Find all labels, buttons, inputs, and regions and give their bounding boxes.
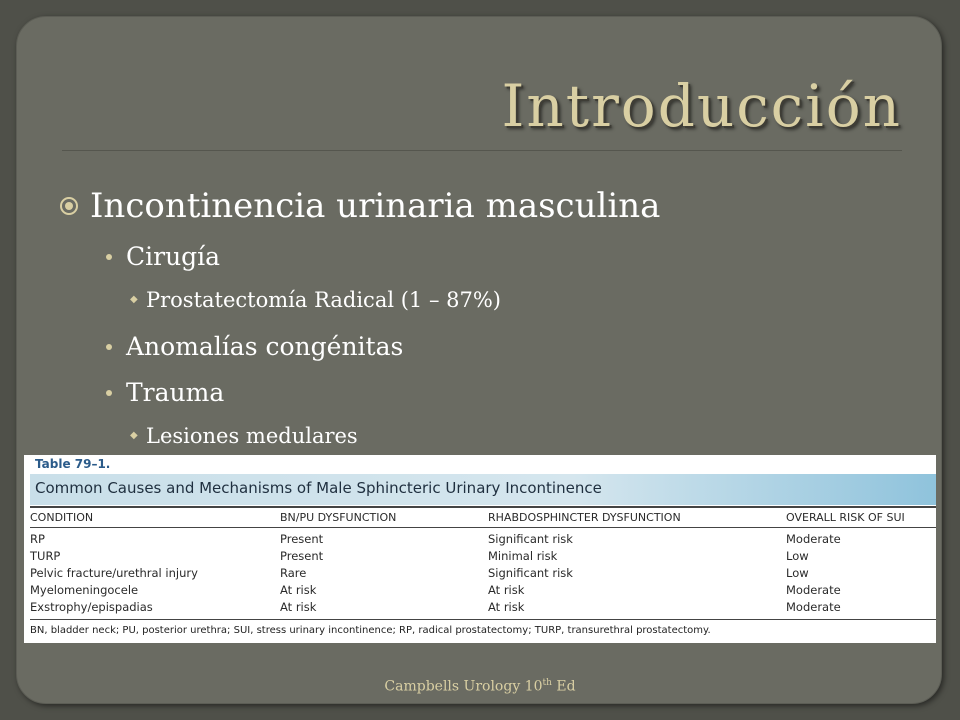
table-caption: Common Causes and Mechanisms of Male Sphincteric Urinary Incontinence [35, 479, 602, 497]
table-cell: Moderate [786, 532, 841, 546]
table-cell: Present [280, 549, 324, 563]
table-cell: RP [30, 532, 45, 546]
bullet-spinal-text: Lesiones medulares [146, 424, 358, 448]
table-bottom-rule [30, 619, 936, 620]
table-cell: Pelvic fracture/urethral injury [30, 566, 198, 580]
bullet-main-text: Incontinencia urinaria masculina [90, 186, 661, 226]
table-caption-bar [30, 474, 936, 505]
dot-bullet-icon [106, 254, 112, 260]
bullet-trauma-text: Trauma [126, 378, 225, 407]
sparkle-bullet-icon: ◆ [130, 294, 138, 305]
bullet-prostatectomy-text: Prostatectomía Radical (1 – 87%) [146, 288, 502, 312]
source-superscript: th [542, 678, 552, 688]
table-header-rule [30, 527, 936, 528]
table-cell: Low [786, 566, 809, 580]
bullet-surgery [106, 242, 220, 271]
table-number: Table 79–1. [35, 457, 111, 471]
table-header-rhabdo: RHABDOSPHINCTER DYSFUNCTION [488, 511, 681, 524]
table-cell: At risk [488, 600, 525, 614]
source-text: Campbells Urology 10 [384, 678, 543, 695]
table-cell: Moderate [786, 600, 841, 614]
bullet-congenital [106, 332, 403, 361]
bullet-congenital-text: Anomalías congénitas [126, 332, 404, 361]
bullet-prostatectomy [130, 288, 501, 312]
table-header-condition: CONDITION [30, 511, 94, 524]
table-cell: Present [280, 532, 324, 546]
table-cell: Significant risk [488, 566, 573, 580]
bullet-main [60, 186, 660, 226]
sparkle-bullet-icon: ◆ [130, 430, 138, 441]
causes-table [24, 455, 936, 643]
table-cell: At risk [280, 583, 317, 597]
table-cell: Low [786, 549, 809, 563]
table-cell: Myelomeningocele [30, 583, 139, 597]
dot-bullet-icon [106, 390, 112, 396]
title-divider [62, 150, 902, 151]
source-edition: Ed [551, 678, 576, 695]
bullet-spinal [130, 424, 358, 448]
table-top-rule [30, 506, 936, 508]
table-cell: At risk [280, 600, 317, 614]
table-header-risk: OVERALL RISK OF SUI [786, 511, 905, 524]
table-cell: Moderate [786, 583, 841, 597]
circle-bullet-icon [60, 197, 78, 215]
bullet-trauma [106, 378, 224, 407]
table-cell: At risk [488, 583, 525, 597]
table-cell: Exstrophy/epispadias [30, 600, 153, 614]
source-citation [0, 678, 960, 695]
table-cell: Significant risk [488, 532, 573, 546]
table-cell: TURP [30, 549, 61, 563]
table-cell: Rare [280, 566, 307, 580]
dot-bullet-icon [106, 344, 112, 350]
slide-title: Introducción [501, 72, 902, 140]
bullet-surgery-text: Cirugía [126, 242, 221, 271]
table-header-bnpu: BN/PU DYSFUNCTION [280, 511, 397, 524]
table-cell: Minimal risk [488, 549, 558, 563]
table-footnote: BN, bladder neck; PU, posterior urethra; SUI, stress urinary incontinence; RP, radical prostatectomy; TURP, transurethral prostatectomy. [30, 625, 711, 636]
